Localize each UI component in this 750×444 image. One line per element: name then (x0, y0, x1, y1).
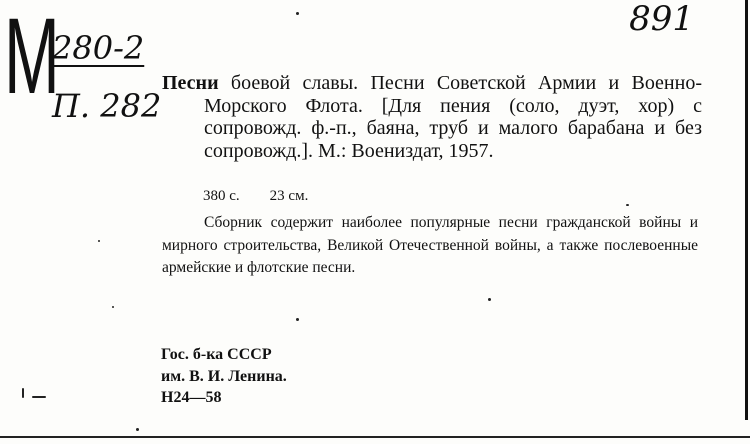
call-number-shelf-bottom: П. 282 (52, 87, 162, 125)
annotation-text: Сборник содержит наиболее популярные песни гражданской войны и мирного строительства, Великой Отечественной войны, а также послевоенные армейские и флотские песни. (162, 214, 698, 276)
call-number-letter: М (4, 0, 59, 116)
book-size: 23 см. (269, 188, 309, 204)
library-stamp-line-3: Н24—58 (161, 389, 222, 406)
speck (488, 298, 491, 301)
speck (98, 240, 100, 242)
entry-title-lead: Песни (162, 72, 219, 94)
card-right-border (745, 0, 748, 420)
speck (296, 12, 299, 15)
page-count: 380 с. (203, 188, 240, 204)
ledger-number: 891 (629, 0, 694, 39)
speck (136, 428, 139, 431)
library-stamp-line-1: Гос. б-ка СССР (161, 346, 272, 363)
bibliographic-entry (162, 72, 702, 162)
speck (626, 204, 629, 206)
speck (22, 388, 24, 398)
entry-description: боевой славы. Песни Советской Армии и Военно-Морского Флота. [Для пения (соло, дуэт, хор) с сопровожд. ф.-п., баяна, труб и малого барабана и без сопровожд.]. М.: Воениздат, 1957. (204, 72, 702, 162)
physical-description (203, 187, 308, 205)
card-bottom-border (0, 436, 750, 438)
speck (112, 306, 114, 308)
library-stamp (161, 344, 287, 409)
speck (32, 396, 46, 398)
library-stamp-line-2: им. В. И. Ленина. (161, 367, 287, 385)
speck (296, 318, 299, 321)
call-number-shelf-top: 280-2 (52, 29, 145, 67)
